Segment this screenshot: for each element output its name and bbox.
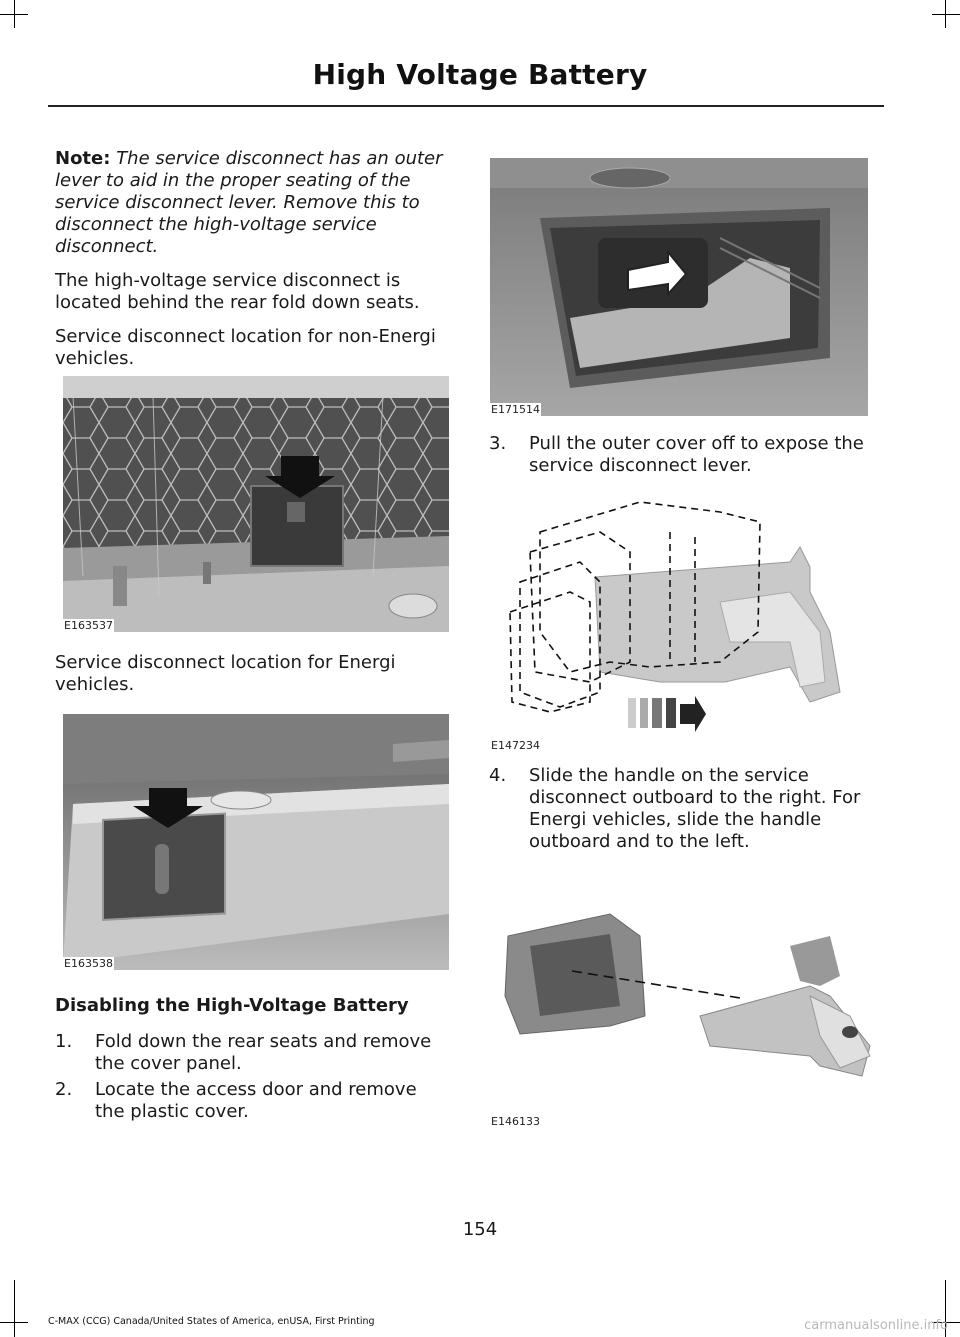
- figure-id: E147234: [491, 739, 540, 752]
- step-number: 4.: [489, 765, 507, 786]
- figure-handle-slide: [490, 906, 880, 1128]
- figure-id: E171514: [491, 403, 540, 416]
- step-1: [55, 1031, 450, 1077]
- step-2: [55, 1079, 450, 1125]
- crop-mark: [14, 1280, 15, 1337]
- watermark: carmanualsonline.info: [804, 1318, 948, 1333]
- figure-id: E163538: [64, 957, 113, 970]
- figure-id: E146133: [491, 1115, 540, 1128]
- cargo-net-illustration: [63, 376, 449, 632]
- step-number: 1.: [55, 1031, 73, 1052]
- step-number: 3.: [489, 433, 507, 454]
- left-column-text: [55, 148, 450, 370]
- paragraph-energi-wrap: [55, 652, 450, 696]
- figure-outer-cover: [490, 492, 868, 752]
- paragraph-energi: Service disconnect location for Energi vehicles.: [55, 652, 396, 695]
- crop-mark: [0, 14, 28, 15]
- step-number: 2.: [55, 1079, 73, 1100]
- cargo-floor-illustration: [63, 714, 449, 970]
- page-number: 154: [462, 1219, 498, 1240]
- page-title: High Voltage Battery: [312, 58, 648, 91]
- note-text: The service disconnect has an outer lever to aid in the proper seating of the service disconnect lever. Remove this to disconnect the high-voltage service disconnect.: [55, 148, 443, 257]
- step-3: [489, 433, 884, 479]
- header-divider: [48, 105, 884, 107]
- figure-id: E163537: [64, 619, 113, 632]
- crop-mark: [0, 1322, 28, 1323]
- step-text: Slide the handle on the service disconnect outboard to the right. For Energi vehicles, slide the handle outboard and to the left.: [529, 765, 861, 852]
- section-heading: Disabling the High-Voltage Battery: [55, 995, 409, 1016]
- crop-mark: [932, 14, 960, 15]
- paragraph-non-energi: Service disconnect location for non-Energi vehicles.: [55, 326, 436, 369]
- outer-cover-illustration: [490, 492, 868, 752]
- figure-access-door: [490, 158, 868, 416]
- figure-non-energi-location: [63, 376, 449, 632]
- step-text: Pull the outer cover off to expose the service disconnect lever.: [529, 433, 864, 476]
- footer-text: C-MAX (CCG) Canada/United States of America, enUSA, First Printing: [48, 1316, 375, 1327]
- step-4: [489, 765, 884, 855]
- figure-energi-location: [63, 714, 449, 970]
- handle-slide-illustration: [490, 906, 880, 1128]
- step-text: Locate the access door and remove the plastic cover.: [95, 1079, 417, 1122]
- note-label: Note:: [55, 148, 111, 169]
- step-text: Fold down the rear seats and remove the cover panel.: [95, 1031, 432, 1074]
- note: [55, 148, 450, 258]
- paragraph-location: The high-voltage service disconnect is located behind the rear fold down seats.: [55, 270, 420, 313]
- access-door-illustration: [490, 158, 868, 416]
